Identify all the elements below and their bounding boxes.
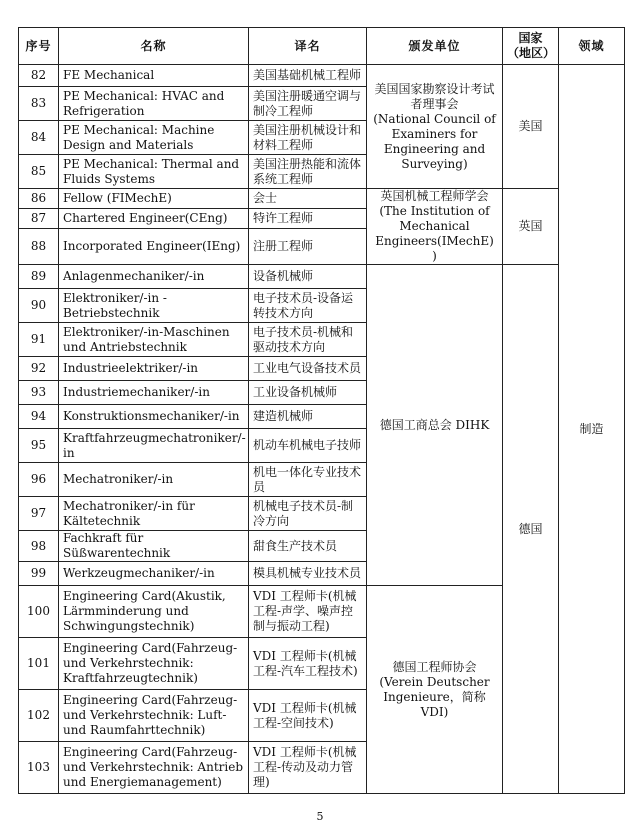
header-no: 序号 [19,28,59,65]
qualification-translation: 美国注册机械设计和材料工程师 [249,121,367,155]
row-number: 90 [19,289,59,323]
country-uk: 英国 [503,189,559,265]
qualification-translation: 电子技术员-机械和驱动技术方向 [249,323,367,357]
qualification-name: Anlagenmechaniker/-in [59,265,249,289]
qualification-translation: 工业设备机械师 [249,381,367,405]
row-number: 88 [19,228,59,264]
qualification-translation: 电子技术员-设备运转技术方向 [249,289,367,323]
table-row [19,65,625,87]
issuer-ncees: 美国国家勘察设计考试者理事会 (National Council of Examiners for Engineering and Surveying) [367,65,503,189]
qualification-name: Kraftfahrzeugmechatroniker/-in [59,429,249,463]
qualification-translation: 甜食生产技术员 [249,531,367,562]
issuer-dihk: 德国工商总会 DIHK [367,265,503,586]
qualification-name: Engineering Card(Fahrzeug- und Verkehrstechnik: Kraftfahrzeugtechnik) [59,638,249,690]
row-number: 98 [19,531,59,562]
qualification-name: Incorporated Engineer(IEng) [59,228,249,264]
row-number: 101 [19,638,59,690]
qualification-translation: 注册工程师 [249,228,367,264]
qualification-name: Industrieelektriker/-in [59,357,249,381]
qualification-translation: VDI 工程师卡(机械工程-汽车工程技术) [249,638,367,690]
qualification-name: Industriemechaniker/-in [59,381,249,405]
qualification-name: Konstruktionsmechaniker/-in [59,405,249,429]
qualification-translation: 机械电子技术员-制冷方向 [249,497,367,531]
qualification-name: Fachkraft für Süßwarentechnik [59,531,249,562]
row-number: 91 [19,323,59,357]
qualification-name: Engineering Card(Fahrzeug- und Verkehrstechnik: Antrieb und Energiemanagement) [59,742,249,794]
qualification-translation: 设备机械师 [249,265,367,289]
qualification-translation: 美国基础机械工程师 [249,65,367,87]
qualification-translation: 会士 [249,189,367,209]
row-number: 97 [19,497,59,531]
row-number: 86 [19,189,59,209]
header-field: 领域 [559,28,625,65]
qualification-name: PE Mechanical: Thermal and Fluids Systems [59,155,249,189]
table-row [19,265,625,289]
header-name: 名称 [59,28,249,65]
row-number: 103 [19,742,59,794]
page-number: 5 [316,810,324,823]
issuer-vdi: 德国工程师协会 (Verein Deutscher Ingenieure，简称 VDI) [367,586,503,794]
qualification-translation: 美国注册热能和流体系统工程师 [249,155,367,189]
header-issuer: 颁发单位 [367,28,503,65]
row-number: 95 [19,429,59,463]
row-number: 100 [19,586,59,638]
qualification-name: PE Mechanical: Machine Design and Materials [59,121,249,155]
row-number: 96 [19,463,59,497]
issuer-imeche: 英国机械工程师学会 (The Institution of Mechanical Engineers(IMechE) ) [367,189,503,265]
row-number: 99 [19,562,59,586]
qualification-name: PE Mechanical: HVAC and Refrigeration [59,87,249,121]
qualification-translation: 模具机械专业技术员 [249,562,367,586]
qualification-name: Werkzeugmechaniker/-in [59,562,249,586]
row-number: 87 [19,208,59,228]
qualification-name: Mechatroniker/-in [59,463,249,497]
qualification-name: Elektroniker/-in -Betriebstechnik [59,289,249,323]
country-de: 德国 [503,265,559,794]
qualification-translation: 工业电气设备技术员 [249,357,367,381]
qualification-name: Chartered Engineer(CEng) [59,208,249,228]
qualification-translation: VDI 工程师卡(机械工程-声学、噪声控制与振动工程) [249,586,367,638]
row-number: 93 [19,381,59,405]
qualification-table [18,27,625,794]
row-number: 102 [19,690,59,742]
qualification-translation: VDI 工程师卡(机械工程-空间技术) [249,690,367,742]
qualification-translation: 建造机械师 [249,405,367,429]
header-translation: 译名 [249,28,367,65]
qualification-translation: VDI 工程师卡(机械工程-传动及动力管理) [249,742,367,794]
country-us: 美国 [503,65,559,189]
row-number: 85 [19,155,59,189]
header-country: 国家 （地区） [503,28,559,65]
row-number: 94 [19,405,59,429]
header-row [19,28,625,65]
row-number: 84 [19,121,59,155]
row-number: 83 [19,87,59,121]
qualification-name: Fellow (FIMechE) [59,189,249,209]
qualification-translation: 机动车机械电子技师 [249,429,367,463]
row-number: 89 [19,265,59,289]
qualification-name: Elektroniker/-in-Maschinen und Antriebstechnik [59,323,249,357]
qualification-name: Engineering Card(Akustik, Lärmminderung und Schwingungstechnik) [59,586,249,638]
qualification-translation: 特许工程师 [249,208,367,228]
field-manufacturing: 制造 [559,65,625,794]
qualification-name: Engineering Card(Fahrzeug- und Verkehrstechnik: Luft- und Raumfahrttechnik) [59,690,249,742]
row-number: 82 [19,65,59,87]
qualification-translation: 美国注册暖通空调与制冷工程师 [249,87,367,121]
qualification-name: Mechatroniker/-in für Kältetechnik [59,497,249,531]
qualification-translation: 机电一体化专业技术员 [249,463,367,497]
qualification-name: FE Mechanical [59,65,249,87]
table-row [19,189,625,209]
row-number: 92 [19,357,59,381]
